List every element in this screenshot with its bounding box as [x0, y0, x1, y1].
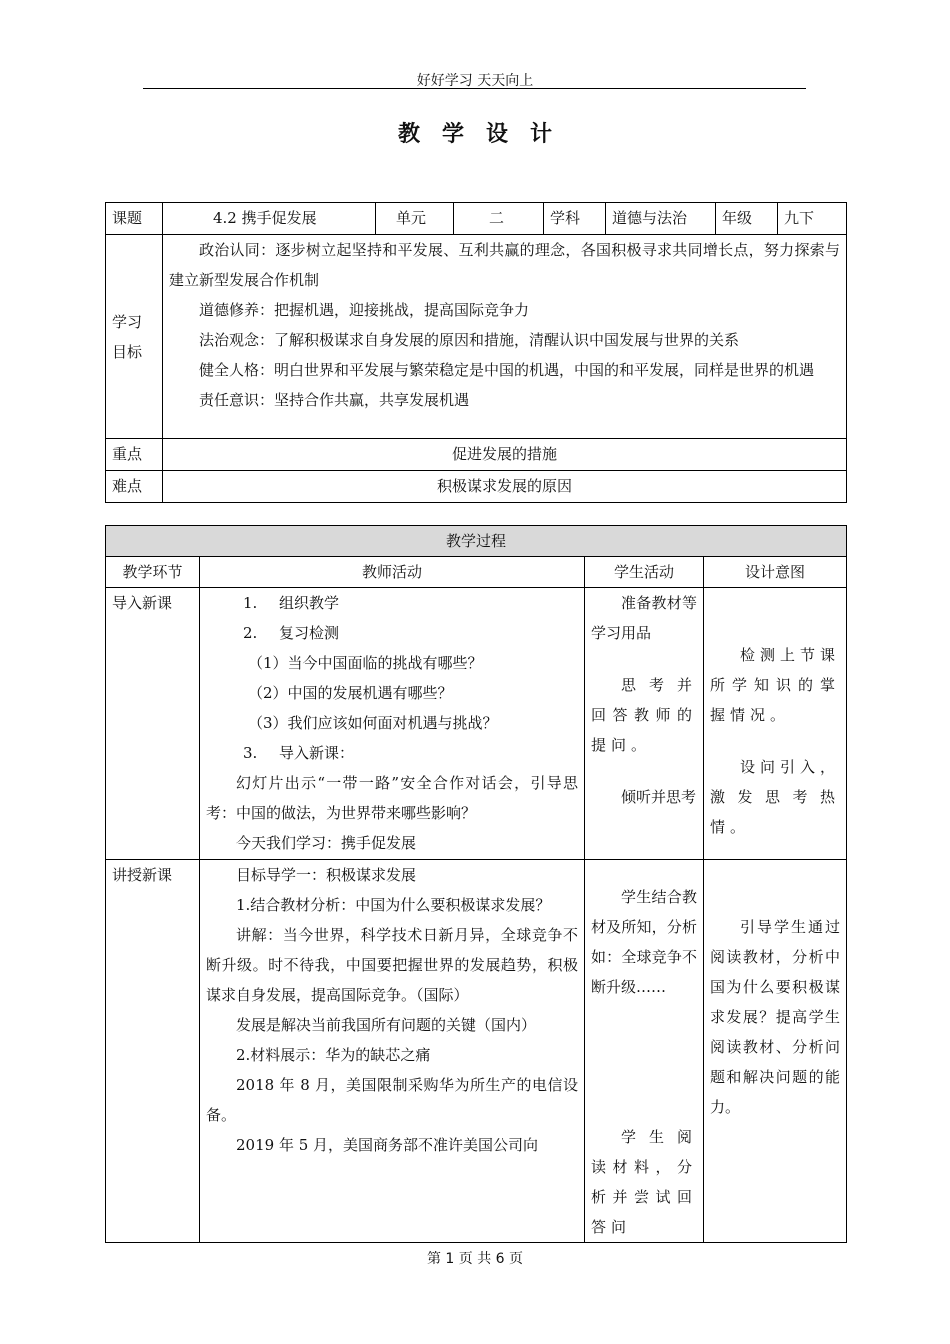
grade-label: 年级 [716, 203, 778, 235]
intent-new-lesson [704, 860, 847, 1243]
col-header-intent: 设计意图 [704, 557, 847, 588]
goals-label-line1: 学习 [112, 312, 143, 331]
lesson-material-2019: 2019 年 5 月，美国商务部不准许美国公司向 [236, 1136, 539, 1154]
stage-new-lesson: 讲授新课 [106, 860, 200, 1243]
difficult-label: 难点 [106, 471, 163, 503]
grade-value: 九下 [778, 203, 847, 235]
lesson-explanation: 讲解：当今世界，科学技术日新月异，全球竞争不断升级。时不待我，中国要把握世界的发展趋势，积极谋求自身发展，提高国际竞争。（国际） [206, 926, 578, 1004]
col-header-student: 学生活动 [585, 557, 704, 588]
review-question-1: （1）当今中国面临的挑战有哪些？ [248, 654, 483, 672]
student-intro-1: 准备教材等学习用品 [591, 594, 697, 642]
process-title: 教学过程 [106, 526, 847, 557]
student-intro-2: 思考并回答教师的提问。 [591, 676, 697, 754]
teaching-process-table [105, 525, 847, 1243]
intent-intro-2: 设问引入，激发思考热情。 [710, 758, 841, 836]
lesson-question-1: 1.结合教材分析：中国为什么要积极谋求发展？ [236, 896, 551, 914]
review-question-3: （3）我们应该如何面对机遇与挑战？ [248, 714, 498, 732]
intro-today-topic: 今天我们学习：携手促发展 [236, 834, 417, 852]
student-intro-3: 倾听并思考 [621, 788, 697, 806]
subject-label: 学科 [544, 203, 606, 235]
student-lesson-1: 学生结合教材及所知，分析如：全球竞争不断升级…… [591, 888, 697, 996]
unit-label: 单元 [376, 203, 454, 235]
intro-slide-text: 幻灯片出示“一带一路”安全合作对话会，引导思考：中国的做法，为世界带来哪些影响？ [206, 774, 578, 822]
lesson-domestic-key: 发展是解决当前我国所有问题的关键（国内） [236, 1016, 537, 1034]
stage-intro: 导入新课 [106, 588, 200, 860]
student-lesson-2: 学生阅读材料，分析并尝试回答问 [591, 1128, 697, 1236]
review-question-2: （2）中国的发展机遇有哪些？ [248, 684, 453, 702]
student-activity-intro [585, 588, 704, 860]
intent-intro-1: 检测上节课所学知识的掌握情况。 [710, 646, 841, 724]
student-activity-new-lesson [585, 860, 704, 1243]
page-footer: 第 1 页 共 6 页 [426, 1251, 524, 1267]
goals-label [106, 235, 163, 439]
lesson-material-2018: 2018 年 8 月，美国限制采购华为所生产的电信设备。 [206, 1076, 578, 1124]
topic-value: 4.2 携手促发展 [163, 203, 376, 235]
goal-political: 政治认同：逐步树立起坚持和平发展、互利共赢的理念，各国积极寻求共同增长点，努力探索与建立新型发展合作机制 [169, 241, 840, 289]
goal-personality: 健全人格：明白世界和平发展与繁荣稳定是中国的机遇，中国的和平发展，同样是世界的机遇 [199, 361, 815, 379]
teacher-activity-intro [200, 588, 585, 860]
intro-item-2: 2. 复习检测 [243, 624, 340, 642]
lesson-info-table [105, 202, 847, 503]
lesson-material-title: 2.材料展示：华为的缺芯之痛 [236, 1046, 431, 1064]
intent-intro [704, 588, 847, 860]
goal-legal: 法治观念：了解积极谋求自身发展的原因和措施，清醒认识中国发展与世界的关系 [199, 331, 740, 349]
document-title: 教学设计 [397, 122, 574, 147]
teacher-activity-new-lesson [200, 860, 585, 1243]
intro-item-3: 3. 导入新课： [243, 744, 355, 762]
header-slogan: 好好学习 天天向上 [416, 73, 534, 89]
subject-value: 道德与法治 [606, 203, 716, 235]
topic-label: 课题 [106, 203, 163, 235]
goal-responsibility: 责任意识：坚持合作共赢，共享发展机遇 [199, 391, 470, 409]
unit-value: 二 [454, 203, 544, 235]
col-header-stage: 教学环节 [106, 557, 200, 588]
key-value: 促进发展的措施 [163, 439, 847, 471]
col-header-teacher: 教师活动 [200, 557, 585, 588]
intent-lesson-1: 引导学生通过阅读教材，分析中国为什么要积极谋求发展？提高学生阅读教材、分析问题和解决问题的能力。 [710, 918, 841, 1116]
key-label: 重点 [106, 439, 163, 471]
goals-content [163, 235, 847, 439]
lesson-goal-1: 目标导学一：积极谋求发展 [236, 866, 417, 884]
header-divider [143, 88, 806, 89]
difficult-value: 积极谋求发展的原因 [163, 471, 847, 503]
goals-label-line2: 目标 [112, 342, 143, 361]
goal-moral: 道德修养：把握机遇，迎接挑战，提高国际竞争力 [199, 301, 530, 319]
intro-item-1: 1. 组织教学 [243, 594, 340, 612]
